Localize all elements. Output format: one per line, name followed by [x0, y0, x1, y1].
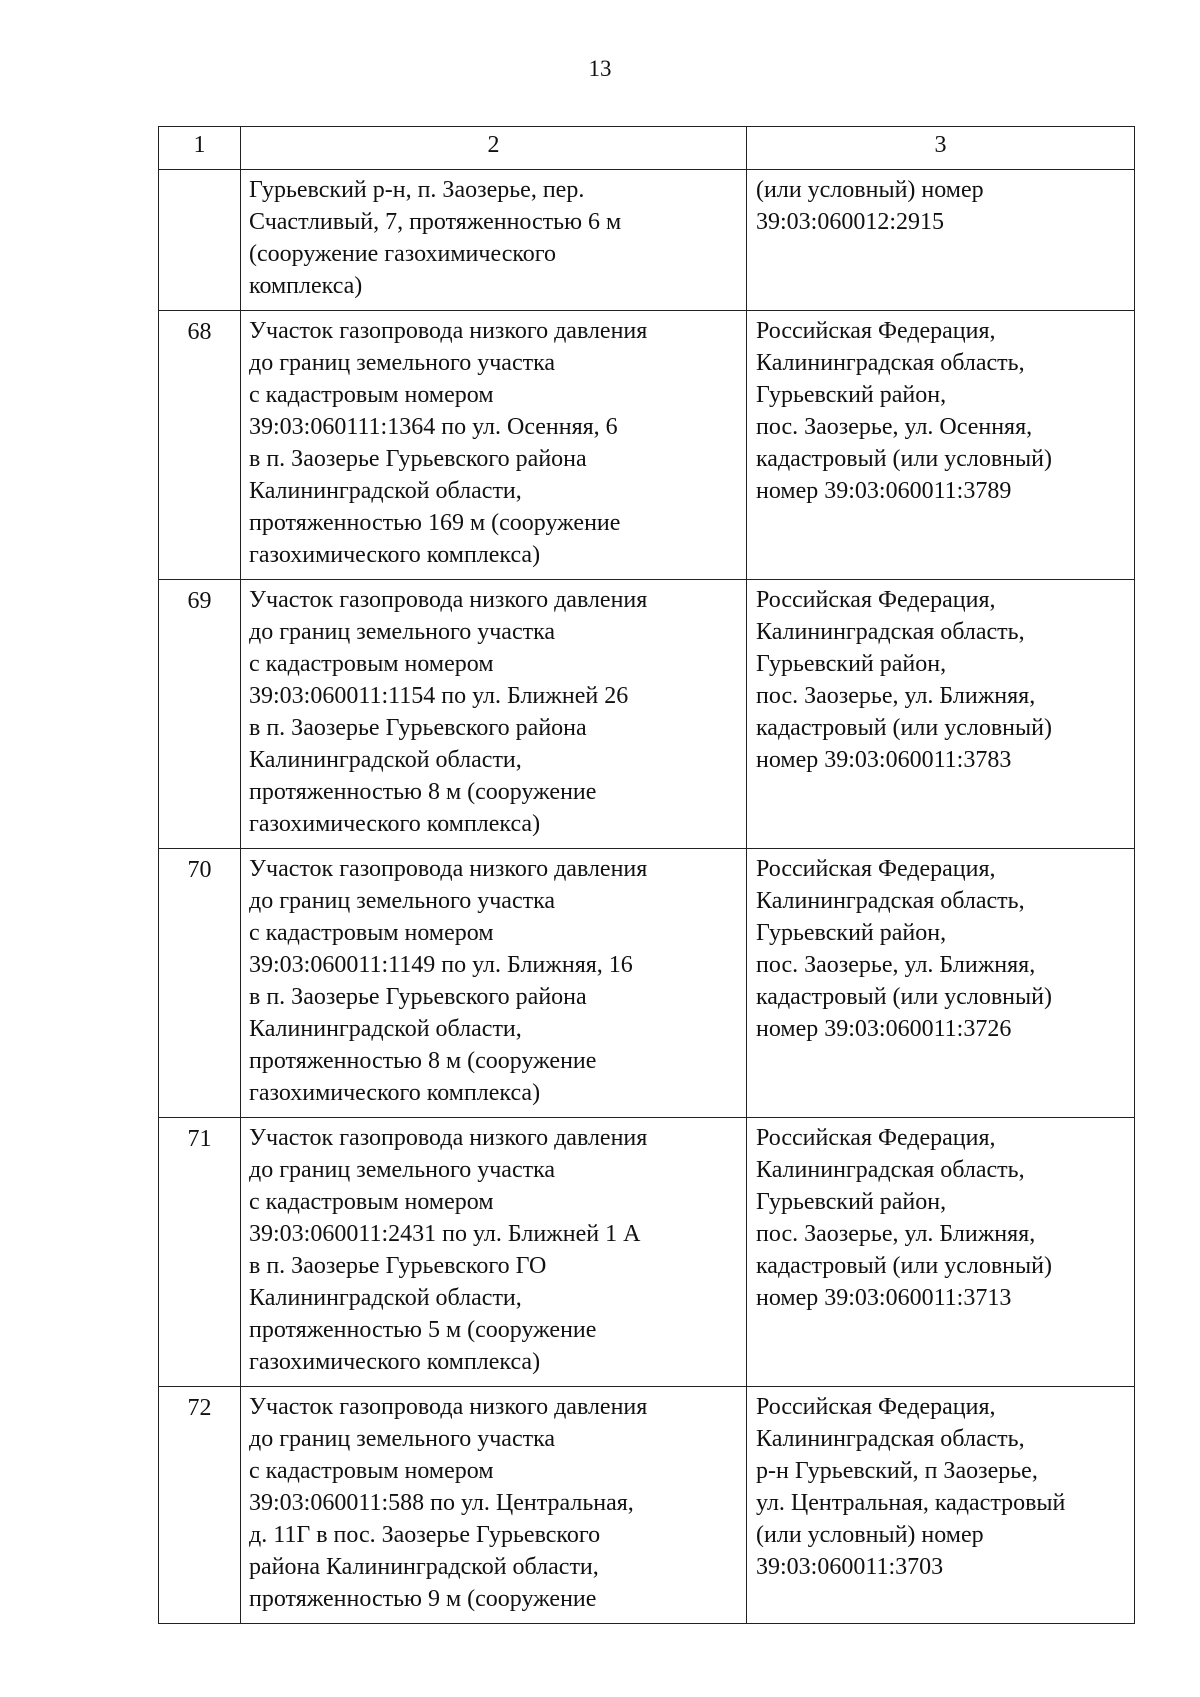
table-row — [159, 311, 1135, 580]
table-row — [159, 849, 1135, 1118]
table-row — [159, 580, 1135, 849]
owner-cadastral-info: Российская Федерация, Калининградская область, р-н Гурьевский, п Заозерье, ул. Центральная, кадастровый (или условный) номер 39:03:060011:3703 — [747, 1387, 1135, 1624]
row-number: 70 — [159, 849, 241, 1118]
row-number — [159, 170, 241, 311]
column-header-3: 3 — [747, 127, 1135, 170]
row-number: 71 — [159, 1118, 241, 1387]
owner-cadastral-info: (или условный) номер 39:03:060012:2915 — [747, 170, 1135, 311]
object-description: Гурьевский р-н, п. Заозерье, пер. Счастливый, 7, протяженностью 6 м (сооружение газохимического комплекса) — [241, 170, 747, 311]
column-header-1: 1 — [159, 127, 241, 170]
object-description: Участок газопровода низкого давления до границ земельного участка с кадастровым номером 39:03:060011:1149 по ул. Ближняя, 16 в п. Заозерье Гурьевского района Калининградской области, протяженностью 8 м (сооружение газохимического комплекса) — [241, 849, 747, 1118]
row-number: 72 — [159, 1387, 241, 1624]
property-table — [158, 126, 1135, 1624]
table-row — [159, 1387, 1135, 1624]
table-row — [159, 170, 1135, 311]
table-row — [159, 1118, 1135, 1387]
row-number: 69 — [159, 580, 241, 849]
row-number: 68 — [159, 311, 241, 580]
object-description: Участок газопровода низкого давления до границ земельного участка с кадастровым номером 39:03:060011:1154 по ул. Ближней 26 в п. Заозерье Гурьевского района Калининградской области, протяженностью 8 м (сооружение газохимического комплекса) — [241, 580, 747, 849]
object-description: Участок газопровода низкого давления до границ земельного участка с кадастровым номером 39:03:060011:588 по ул. Центральная, д. 11Г в пос. Заозерье Гурьевского района Калининградской области, протяженностью 9 м (сооружение — [241, 1387, 747, 1624]
owner-cadastral-info: Российская Федерация, Калининградская область, Гурьевский район, пос. Заозерье, ул. Ближняя, кадастровый (или условный) номер 39:03:060011:3713 — [747, 1118, 1135, 1387]
table-header-row — [159, 127, 1135, 170]
page-number: 13 — [588, 56, 612, 81]
owner-cadastral-info: Российская Федерация, Калининградская область, Гурьевский район, пос. Заозерье, ул. Ближняя, кадастровый (или условный) номер 39:03:060011:3783 — [747, 580, 1135, 849]
column-header-2: 2 — [241, 127, 747, 170]
object-description: Участок газопровода низкого давления до границ земельного участка с кадастровым номером 39:03:060111:1364 по ул. Осенняя, 6 в п. Заозерье Гурьевского района Калининградской области, протяженностью 169 м (сооружение газохимического комплекса) — [241, 311, 747, 580]
owner-cadastral-info: Российская Федерация, Калининградская область, Гурьевский район, пос. Заозерье, ул. Осенняя, кадастровый (или условный) номер 39:03:060011:3789 — [747, 311, 1135, 580]
object-description: Участок газопровода низкого давления до границ земельного участка с кадастровым номером 39:03:060011:2431 по ул. Ближней 1 А в п. Заозерье Гурьевского ГО Калининградской области, протяженностью 5 м (сооружение газохимического комплекса) — [241, 1118, 747, 1387]
owner-cadastral-info: Российская Федерация, Калининградская область, Гурьевский район, пос. Заозерье, ул. Ближняя, кадастровый (или условный) номер 39:03:060011:3726 — [747, 849, 1135, 1118]
